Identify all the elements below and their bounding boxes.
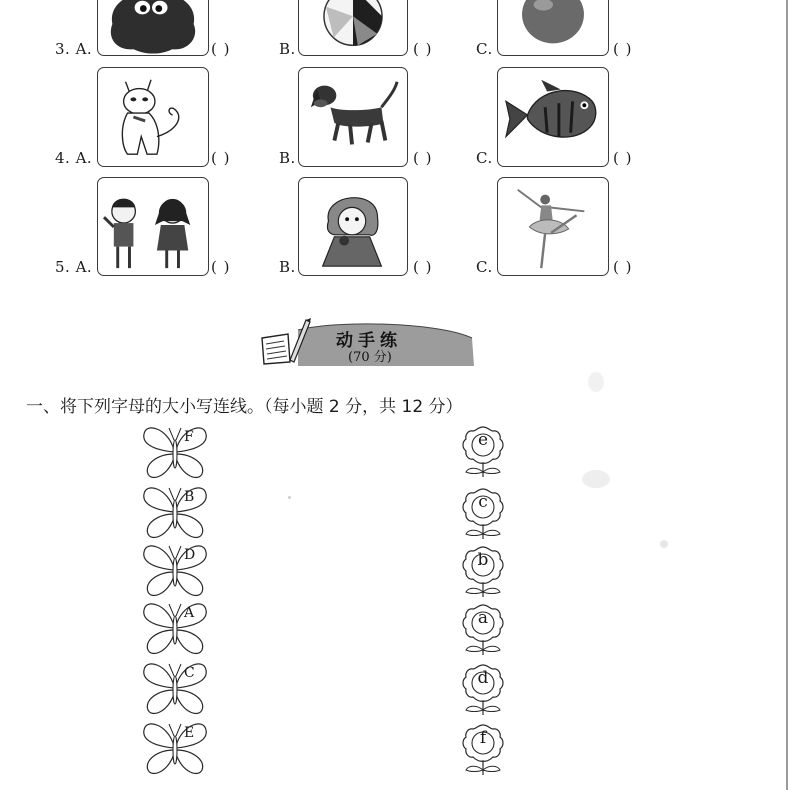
butterfly-icon bbox=[140, 542, 210, 600]
uppercase-letter: D bbox=[184, 547, 196, 563]
q5-a-answer-paren[interactable]: ( ) bbox=[211, 258, 231, 276]
q5-option-c-image[interactable] bbox=[497, 177, 609, 276]
lowercase-letter: e bbox=[477, 430, 489, 450]
q3-option-b-image[interactable] bbox=[298, 0, 408, 56]
q4-c-label: C. bbox=[476, 149, 493, 167]
q4-c-answer-paren[interactable]: ( ) bbox=[613, 149, 633, 167]
section-instruction: 一、将下列字母的大小写连线。（每小题 2 分，共 12 分） bbox=[26, 397, 463, 417]
lowercase-letter: d bbox=[477, 668, 489, 688]
butterfly-uppercase-C[interactable] bbox=[140, 660, 210, 718]
butterfly-icon bbox=[140, 484, 210, 542]
butterfly-icon bbox=[140, 720, 210, 778]
q5-option-b-image[interactable] bbox=[298, 177, 408, 276]
butterfly-icon bbox=[140, 660, 210, 718]
scan-speck bbox=[660, 540, 668, 548]
q4-option-a-image[interactable] bbox=[97, 67, 209, 167]
section-banner bbox=[258, 316, 476, 366]
lowercase-letter: b bbox=[477, 550, 489, 570]
lowercase-letter: f bbox=[479, 728, 487, 748]
q3-a-answer-paren[interactable]: ( ) bbox=[211, 40, 231, 58]
q5-c-answer-paren[interactable]: ( ) bbox=[613, 258, 633, 276]
page-edge bbox=[786, 0, 788, 790]
ball-icon bbox=[299, 0, 407, 55]
banner-title: 动手练 bbox=[336, 331, 402, 351]
butterfly-icon bbox=[140, 424, 210, 482]
q3-option-a-image[interactable] bbox=[97, 0, 209, 56]
girl-icon bbox=[299, 178, 407, 275]
balloon-icon bbox=[498, 0, 608, 55]
butterfly-uppercase-F[interactable] bbox=[140, 424, 210, 482]
uppercase-letter: A bbox=[184, 605, 195, 621]
dog-icon bbox=[299, 68, 407, 166]
scan-speck bbox=[288, 496, 291, 499]
flower-lowercase-e[interactable] bbox=[460, 426, 506, 478]
q3-b-answer-paren[interactable]: ( ) bbox=[413, 40, 433, 58]
q4-option-c-image[interactable] bbox=[497, 67, 609, 167]
banner-score: (70 分) bbox=[348, 350, 392, 365]
scan-speck bbox=[582, 470, 610, 488]
q4-b-label: B. bbox=[279, 149, 296, 167]
butterfly-uppercase-A[interactable] bbox=[140, 600, 210, 658]
q4-option-b-image[interactable] bbox=[298, 67, 408, 167]
q3-option-c-image[interactable] bbox=[497, 0, 609, 56]
flower-lowercase-f[interactable] bbox=[460, 724, 506, 776]
butterfly-icon bbox=[140, 600, 210, 658]
scan-speck bbox=[588, 372, 604, 392]
q4-number: 4. A. bbox=[55, 149, 93, 167]
q3-c-answer-paren[interactable]: ( ) bbox=[613, 40, 633, 58]
q4-b-answer-paren[interactable]: ( ) bbox=[413, 149, 433, 167]
q5-c-label: C. bbox=[476, 258, 493, 276]
uppercase-letter: E bbox=[184, 725, 195, 741]
q5-option-a-image[interactable] bbox=[97, 177, 209, 276]
q5-b-answer-paren[interactable]: ( ) bbox=[413, 258, 433, 276]
uppercase-letter: F bbox=[184, 429, 194, 445]
butterfly-uppercase-E[interactable] bbox=[140, 720, 210, 778]
uppercase-letter: C bbox=[184, 665, 195, 681]
potato-face-icon bbox=[98, 0, 208, 55]
dancer-icon bbox=[498, 178, 608, 275]
flower-lowercase-b[interactable] bbox=[460, 546, 506, 598]
cat-icon bbox=[98, 68, 208, 166]
q5-b-label: B. bbox=[279, 258, 296, 276]
q5-number: 5. A. bbox=[55, 258, 93, 276]
lowercase-letter: c bbox=[478, 492, 488, 512]
q4-a-answer-paren[interactable]: ( ) bbox=[211, 149, 231, 167]
flower-lowercase-c[interactable] bbox=[460, 488, 506, 540]
fish-icon bbox=[498, 68, 608, 166]
q3-c-label: C. bbox=[476, 40, 493, 58]
butterfly-uppercase-B[interactable] bbox=[140, 484, 210, 542]
flower-lowercase-a[interactable] bbox=[460, 604, 506, 656]
butterfly-uppercase-D[interactable] bbox=[140, 542, 210, 600]
uppercase-letter: B bbox=[184, 489, 195, 505]
children-icon bbox=[98, 178, 208, 275]
flower-lowercase-d[interactable] bbox=[460, 664, 506, 716]
q3-number: 3. A. bbox=[55, 40, 93, 58]
q3-b-label: B. bbox=[279, 40, 296, 58]
lowercase-letter: a bbox=[477, 608, 489, 628]
